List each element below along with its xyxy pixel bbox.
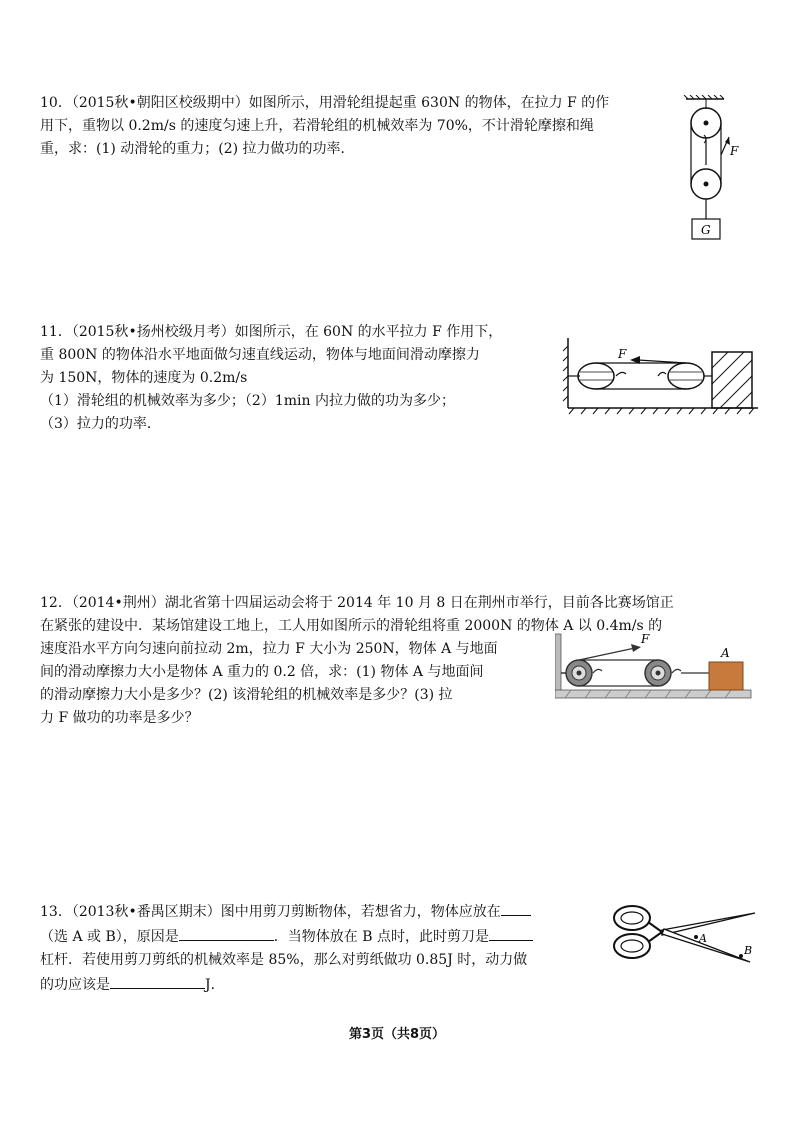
q10-weight-label: G <box>701 223 711 237</box>
q13-blank-2[interactable] <box>179 924 274 941</box>
q11-line-1: 11．（2015秋•扬州校级月考）如图所示，在 60N 的水平拉力 F 作用下， <box>40 324 503 340</box>
question-10 <box>40 92 609 161</box>
q12-line-4: 间的滑动摩擦力大小是物体 A 重力的 0.2 倍，求：(1) 物体 A 与地面间 <box>40 664 484 680</box>
question-13 <box>40 899 533 997</box>
q13-blank-4[interactable] <box>110 972 205 989</box>
q12-line-5: 的滑动摩擦力大小是多少？(2) 该滑轮组的机械效率是多少？(3) 拉 <box>40 687 453 703</box>
q12-pulley-figure <box>555 630 755 705</box>
q12-line-2: 在紧张的建设中．某场馆建设工地上，工人用如图所示的滑轮组将重 2000N 的物体 A 以 0.4m/s 的 <box>40 618 663 634</box>
q12-force-label: F <box>641 632 650 646</box>
q13-label-a: A <box>699 932 707 945</box>
question-11 <box>40 321 502 436</box>
q11-line-4: （1）滑轮组的机械效率为多少；（2）1min 内拉力做的功为多少； <box>40 393 455 409</box>
q13-line-3: 杠杆．若使用剪刀剪纸的机械效率是 85%，那么对剪纸做功 0.85J 时，动力做 <box>40 952 528 968</box>
q13-scissors-figure <box>610 900 758 975</box>
q12-line-1: 12．（2014•荆州）湖北省第十四届运动会将于 2014 年 10 月 8 日在荆州市举行，目前各比赛场馆正 <box>40 595 674 611</box>
q10-line-1: 10．（2015秋•朝阳区校级期中）如图所示，用滑轮组提起重 630N 的物体，在拉力 F 的作 <box>40 95 610 111</box>
q13-blank-3[interactable] <box>489 924 533 941</box>
q13-line-1 <box>40 899 533 924</box>
q12-line-6: 力 F 做功的功率是多少？ <box>40 710 199 726</box>
q11-force-label: F <box>618 347 627 361</box>
q13-line-2 <box>40 924 533 949</box>
q11-line-3: 为 150N，物体的速度为 0.2m/s <box>40 370 248 386</box>
q10-force-label: F <box>730 144 739 158</box>
q11-pulley-figure <box>562 338 760 420</box>
q13-line-2a-text: （选 A 或 B），原因是 <box>40 929 179 945</box>
q12-line-3: 速度沿水平方向匀速向前拉动 2m，拉力 F 大小为 250N，物体 A 与地面 <box>40 641 498 657</box>
q11-line-2: 重 800N 的物体沿水平地面做匀速直线运动，物体与地面间滑动摩擦力 <box>40 347 480 363</box>
q13-line-4a-text: 的功应该是 <box>40 977 110 993</box>
q12-block-label: A <box>721 646 730 660</box>
q13-line-1-text: 13．（2013秋•番禺区期末）图中用剪刀剪断物体，若想省力，物体应放在 <box>40 904 501 920</box>
page-footer: 第3页（共8页） <box>348 1027 446 1042</box>
q11-line-5: （3）拉力的功率． <box>40 416 161 432</box>
q13-line-4 <box>40 972 533 997</box>
q13-label-b: B <box>744 944 753 957</box>
q10-line-3: 重，求：(1) 动滑轮的重力；(2) 拉力做功的功率． <box>40 141 355 157</box>
q13-line-2b-text: ．当物体放在 B 点时，此时剪刀是 <box>273 929 489 945</box>
q10-pulley-figure <box>680 95 740 245</box>
q13-blank-1[interactable] <box>501 899 531 916</box>
q13-line-4b-text: J． <box>205 977 225 993</box>
q10-line-2: 用下，重物以 0.2m/s 的速度匀速上升，若滑轮组的机械效率为 70%，不计滑轮摩擦和绳 <box>40 118 594 134</box>
